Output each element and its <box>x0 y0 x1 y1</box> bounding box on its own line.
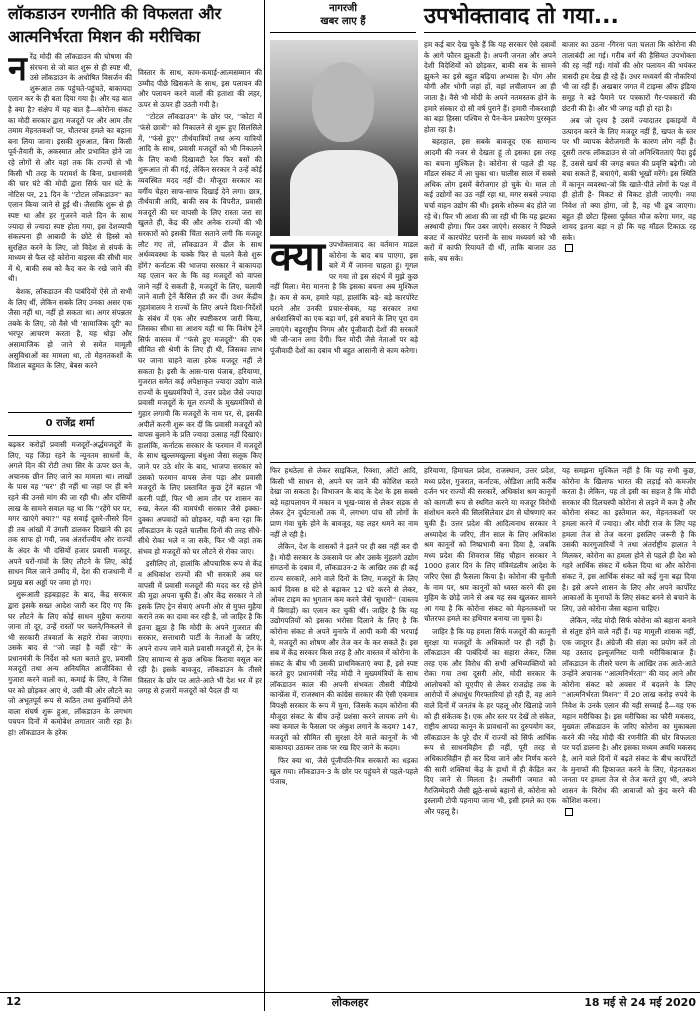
end-mark <box>565 244 573 252</box>
col5-body <box>562 40 696 460</box>
col3-body <box>270 240 418 460</box>
col3b-body <box>270 466 418 988</box>
col3-text: उपभोक्तावाद का वर्तमान माडल कोरोना के बाद बच पाएगा, इस बारे में मैं जानना चाहता हूं। गूगल पर गया तो इस संदर्भ में मुझे कुछ नहीं मिला। मेरा मानना है कि इसका बचना अब मुश्किल है। कम से कम, हमारे यहां, हालांकि बड़े- बड़े कारपोरेट घराने और उनकी प्रचार-सेवक, यह सरकार तथा अर्थशास्त्रियों का एक बड़ा वर्ग, इसे बचाने के लिए पूरा दम लगाएंगे। बहुराष्ट्रीय निगम और पूंजीवादी देशों की सरकारें भी जी-जान लगा देंगी। फिर मोदी जैसे नेताओं पर बड़े पूंजीवादी देशों का दबाव भी बहुत आसानी से काम करेगा। <box>270 240 418 355</box>
col1-text: रेंद्र मोदी की लॉकडाउन की घोषणा की संरचना से जो बात शुरू से ही स्पष्ट थी, उसे लॉकडाउन के अधोषित विसर्जन की शुरूआत तक पहुंचते-पहुंचते, बाकायदा एलान कर के ही बता दिया गया है। और यह बात है क्या है? संक्षेप में यह बात है—कोरोना संकट का मोदी सरकार द्वारा मजदूरों पर और आम तौर तमाम मेहनतकशों पर, चौतरफा हमले का बहाना बना लिया जाना। इसकी शुरुआत, बिना किसी पूर्व-तैयारी के, अकस्मात और प्रभावित होने जा रहे लोगों से और यहां तक कि राज्यों से भी किसी भी तरह के परामर्श के बिना, प्रधानमंत्री की चार घंटे की मोदी द्वारा सिर्फ चार घंटे के नोटिस पर, 21 दिन के ''टोटल लॉकडाउन'' का एलान किया जाने से हुई थी। जैसाकि शुरू से ही स्पष्ट था और हर गुजरने वाले दिन के साथ ज्यादा से ज्यादा स्पष्ट होता गया, इस देशव्यापी संकल्पना ही आबादी के छोटे से हिस्से को सुरक्षित करने के लिए, जो विदेश से संपर्क के माध्यम से फैल रहे कोरोना वाइरस की सीधी मार में थे, बाकी सब को कैद कर के रखे जाने की थी। <box>8 52 132 284</box>
byline: 0 राजेंद्र शर्मा <box>8 412 132 436</box>
right-article-headline: उपभोक्तावाद तो गया... <box>424 2 696 33</box>
col4-text: हम कई बार देख चुके हैं कि यह सरकार ऐसे दबावों के आगे फौरन झुकती है। अपनी जनता और अपने देशी विदेशियों को छोड़कर, बाकी सब के सामने झुकने का इसे बहुत बढ़िया अभ्यास है। योग और योगी और भोगी जहां हों, वहां लचीलापन आ ही जाता है। वैसे भी मोदी के अपने नतमस्तक होने के हमारे संस्कार दो सौ वर्ष पुराने हैं। हमारी नौकरशाही का बड़ा हिस्सा पश्चिम से पैन-केन प्रकारेण पुरस्कृत होता रहा है। <box>424 40 556 134</box>
photo-shirt <box>290 150 398 236</box>
col1b-text: बढ़कर करोड़ों प्रवासी मजदूरों-अर्द्धमजदूरों के लिए, यह जिंदा रहने के न्यूनतम साधनों के, अगले दिन की रोटी तथा सिर के ऊपर छत के, अचानक छीन लिए जाने का मामला था। लाखों के पास वह ''घर'' ही नहीं था जहां पर ही बने रहने की उनसे मांग की जा रही थी। और दसियों लाख के सामने सवाल यह था कि ''रहेंगे घर पर, मगर खाएंगे क्या?'' यह सवाई दूसरे-तीसरे दिन ही तब आंखों में उंगली डालकर दिखाने की हद तक साफ हो गयी, जब अंतर्राज्यीय और राज्यों के अंदर के भी दसियों हजार प्रवासी मजदूर, अपने घरों-गांवों के लिए लौटने के लिए, कोई साधन मिल जाने उम्मीद में, देश की राजधानी में प्रमुख बस अड्डों पर जमा हो गए। <box>8 440 132 587</box>
col3b-text3: फिर क्या था, जैसे पूंजीपति-मित्र सरकारों का धड़का खुल गया। लॉकडाउन-3 के छोर पर पहुंचने से पहले-पहले पंजाब, <box>270 756 418 787</box>
col1b-body <box>8 440 132 988</box>
col4b-text: हरियाणा, हिमाचल प्रदेश, राजस्थान, उत्तर प्रदेश, मध्य प्रदेश, गुजरात, कर्नाटक, ओडिशा आदि कर्रीब दर्जन भर राज्यों की सरकारें, अधिकांश श्रम कानूनों को कागजी रूप से स्थगित करने या मजदूर विरोधी संशोधन करने की सिलसिलेवार ढंग से घोषणाएं कर चुकी हैं। उत्तर प्रदेश की आदित्यनाथ सरकार ने अध्यादेश के जरिए, तीन साल के लिए अधिकांश श्रम कानूनों को निष्प्रभावी बना दिया है, जबकि मध्य प्रदेश की शिवराज सिंह चौहान सरकार ने 1000 हजार दिन के लिए मंत्रिमंडलीय आदेश के जरिए ऐसा ही फैसला किया है। कोरोना की चुनौती के नाम पर, श्रम कानूनों को ध्वस्त करने की इस मुहिम के छोड़े जाने से अब यह सब खुलकर सामने आ गया है कि कोरोना संकट को मेहनतकशों पर चौतरफा हमले का हथियार बनाया जा चुका है। <box>424 466 556 624</box>
col1-text2: बेशक, लॉकडाउन की पाबंदियों ऐसे तो सभी के लिए थीं, लेकिन सबके लिए उनका असर एक जैसा नहीं था, नहीं हो सकता था। अगर संपन्नतर तबके के लिए, जो वैसे भी 'सामाजिक दूरी' का भरपूर आचरण करता है, यह थोड़ा और असामाजिक हो जाने से समेत मामूली असुविधाओं का मामला था, तो मेहनतकशों के विशाल बहुमत के लिए, बेबस करने <box>8 287 132 371</box>
section-divider <box>270 462 696 463</box>
col5b-text2: लेकिन, नरेंद्र मोदी सिर्फ कोरोना को बहाना बनाने से संतुष्ट होने वाले नहीं हैं। यह मामूली शासक नहीं, एक जादूगर हैं। अंग्रेजी की संज्ञा का प्रयोग करें तो यह उस्ताद इल्यूजनिस्ट यानी मरीचिकाबाज हैं। लॉकडाउन के तीसरे चरण के आखिर तक आते-आते उन्होंने अचानक ''आत्मनिर्भरता'' की याद आने और कोरोना संकट को अवसर में बदलने के लिए ''आत्मनिर्भरता मिशन'' में 20 लाख करोड़ रुपये के निवेश के उनके एलान की यही सच्चाई है—यह एक महान मरीचिका है। इस मरीचिका का फौरी मकसद, मुख्यतः लॉकडाउन के जरिए कोरोना का मुकाबला करने की नरेंद्र मोदी की रणनीति की घोर विफलता पर पर्दा डालना है। और इसका मध्यम अवधि मकसद है, आने वाले दिनों में बढ़ते संकट के बीच कार्पोरेटों के मुनाफों की हिफाजत करने के लिए, मेहनतकश जनता पर हमला तेज से तेज करते हुए भी, अपने शासन के विरोध की आवाजों को कुंद करने की कोशिश करना। <box>562 616 696 806</box>
end-mark-2 <box>565 808 573 816</box>
page-number: 12 <box>6 995 22 1008</box>
kicker-subtitle: खबर लाए हैं <box>320 16 366 27</box>
column-kicker <box>270 2 416 33</box>
col5-text: बाजार का उठना -गिरना पता चलता कि कोरोना की तालाबंदी आ गई। गरीब वर्ग की हैसियत उपभोक्ता की रह नहीं गई। गांवों की ओर पलायन की भयंकर त्रासदी हम देख ही रहे हैं। उधर मध्यवर्ग की नौकरियां भी जा रही हैं। अखबार जगत में टाइम्स ऑफ इंडिया समूह ने बड़े पैमाने पर पत्रकारों गैर-पत्रकारों की छंटनी की है। और भी जगह यही हो रहा है। <box>562 40 696 113</box>
col2-body <box>138 68 262 988</box>
col3b-text: फिर हथठेला से लेकर साइकिल, रिक्शा, ऑटो आदि, किसी भी साधन से, अपने घर जाने की कोशिश करते देखा जा सकता है। विभाजन के बाद के देश के इस सबसे बड़े महापलायन में मकान व भूख-प्यास से लेकर सड़क से लेकर ट्रेन दुर्घटनाओं तक में, लगभग पांच सौ लोगों के प्राण गंवा चुके होने के बावजूद, यह लहर थमने का नाम नहीं ले रही है। <box>270 466 418 539</box>
col4-text2: बहरहाल, इस सबके बावजूद एक सामान्य आदमी की नजर से देखता हूं तो इसका इस तरह का बचना मुश्किल है। कोरोना से पहले ही यह मॉडल संकट में आ चुका था। चालीस साल में सबसे अधिक लोग इसमें बेरोजगार हो चुके थे। माल तो कई उद्योगों का उठ नहीं रहा था, मगर सबसे ज्यादा चर्चा वाहन उद्योग की थी। इसके शोरूम बंद होते जा रहे थे। फिर भी आशा की जा रही थी कि यह झटका अस्थायी होगा। फिर उबर जाएंगे। सरकार ने पिछले बजट में कारपोरेट घरानों के साथ मध्यवर्ग को भी करों में काफी रियायतें दी थीं, ताकि बाजार उठ सके, बच सके। <box>424 137 556 263</box>
kicker-author: नागरजी <box>329 3 357 14</box>
column-divider <box>264 0 265 1011</box>
col5b-text: यह समझना मुश्किल नहीं है कि यह सभी कुछ, कोरोना के खिलाफ भारत की लड़ाई को कमजोर करता है। लेकिन, यह तो इसी का सहज है कि मोदी सरकार की दिलचस्पी कोरोना से लड़ने में कम है और कोरोना संकट का इस्तेमाल कर, मेहनतकशों पर हमला करने में ज्यादा। और मोदी राज के लिए यह हमला तेज से तेज करना इसलिए जरूरी है कि उसकी कारगुजारियों ने तथा अंतर्राष्ट्रीय हालात ने मिलकर, कोरोना का हमला होने से पहले ही देश को गहरे आर्थिक संकट में धकेल दिया था और कोरोना संकट ने, इस आर्थिक संकट को कई गुना बढ़ा दिया है। इसे अपने शासन के लिए और अपने कार्पोरेट आकाओं के मुनाफों के लिए संकट बनने से बचाने के लिए, उसे कोरोना जैसा बहाना चाहिए। <box>562 466 696 613</box>
left-article-headline: लॉकडाउन रणनीति की विफलता और आत्मनिर्भरता मिशन की मरीचिका <box>8 4 222 46</box>
dropcap: न <box>8 52 27 89</box>
col3b-text2: लेकिन, देश के शासकों ने इतने पर ही बस नहीं कर दी है। मोदी सरकार के उकसावे पर और उसके मुंहलगे उद्योग संगठनों के दबाव में, लॉकडाउन-2 के आखिर तक ही कई राज्य सरकारें, आने वाले दिनों के लिए, मजदूरों के लिए कार्य दिवस 8 घंटे से बढ़ाकर 12 घंटे करने से लेकर, ओवर टाइम का भुगतान कम करने जैसे 'सुधारों'' (वास्तव में बिगाड़ों) का एलान कर चुकी थीं। जाहिर है कि यह उद्योगपतियों को इसका भरोसा दिलाने के लिए है कि कोरोना संकट से अपने मुनाफे में आयी कमी की भरपाई वे, मजदूरों का शोषण और तेज कर के कर सकते हैं। इस सब में केंद्र सरकार किस तरह है और वास्तव में कोरोना के संकट के बीच भी उसकी प्राथमिकताएं क्या हैं, इसे स्पष्ट करते हुए प्रधानमंत्री नरेंद्र मोदी ने मुख्यमंत्रियों के साथ लॉकडाउन काल की अपनी संभवतः तीसरी वीडियो कान्फ्रेंस में, राजस्थान की कांग्रेस सरकार की ऐसी एकमात्र विपक्षी सरकार के रूप में चुना, जिसके कदम कोरोना की मौजूदा संकट के बीच उन्हें प्रशंसा करने लायक लगे थे। क्या कमाल के फैसला पर अंकुश लगाने के कदम? 147, मजदूरों को सीमित सी सुरक्षा देने वाले कानूनों के भी बाकायदा उठाकर ताक पर रख दिए जाने के कदम। <box>270 542 418 753</box>
col2-text2: ''टोटल लॉकडाउन'' के छोर पर, ''कोटा में 'फंसे छात्रों'' को निकालने से शुरू हुए सिलसिले में, ''फंसे हुए'' तीर्थयात्रियों तथा अन्य यात्रियों आदि के साथ, प्रवासी मजदूरों को भी निकालने के लिए कभी दिखावटी रेल फिर बसों की शुरूआत तो की गई, लेकिन सरकार ने उन्हें कोई व्यवस्थित मदद नहीं दी। मौजूदा सरकार का वर्गीय चेहरा साफ-साफ दिखाई देने लगा। छात्र, तीर्थयात्री आदि, बाकी सब के विपरीत, प्रवासी मजदूरों की घर वापसी के लिए रास्ता जरा सा खुलते ही, केंद्र की और अनेक राज्यों की भी सरकारों को इसकी चिंता सताने लगी कि मजदूर लौट गए तो, लॉकडाउन में ढील के साथ अर्थव्यवस्था के चक्के फिर से चलने कैसे शुरू होंगे? कर्नाटक की भाजपा सरकार ने बाकायदा यह एलान कर के कि वह मजदूरों को वापस जाने नहीं दे सकती है, मजदूरों के लिए, चलायी जाने वाली ट्रेनें कैंसिल ही कर दीं। उधर केंद्रीय गृहमंत्रालय ने राज्यों के लिए अपने दिशा-निर्देशों के संबंध में एक और स्पष्टीकरण जारी किया, जिसका सीधा सा आशय यही था कि विशेष ट्रेनें सिर्फ वास्तव में ''फंसे हुए मजदूरों'' की एक सीमित सी श्रेणी के लिए ही थी, जिसका लाभ घर जाना चाहने वाला हरेक मजदूर नहीं ले सकता है। इसी के आस-पास पंजाब, हरियाणा, गुजरात समेत कई अपेक्षाकृत ज्यादा उद्योग वाले राज्यों के मुख्यमंत्रियों ने, उत्तर प्रदेश जैसे ज्यादा प्रवासी मजदूरों के मूल राज्यों के मुख्यमंत्रियों से गुहार लगायी कि मजदूरों के नाम पर, से, इसकी अपीलें करनी शुरू कर दीं कि प्रवासी मजदूरों को वापस बुलाने के प्रति ज्यादा उत्साह नहीं दिखाएं। हालांकि, कर्नाटक सरकार के फरमान में मजदूरों के साथ खुल्लमखुल्ला बंधुआ जैसा सलूक किए जाने पर उठे शोर के बाद, भाजपा सरकार को उसको फरमान वापस लेना पड़ा और प्रवासी मजदूरों के लिए प्रस्तावित कुछ ट्रेनें बहाल भी करनी पड़ीं, फिर भी आम तौर पर शासन का रुख, केरल की वामपंथी सरकार जैसे इक्का-दुक्का अपवादों को छोड़कर, यही बना रहा कि लॉकडाउन के पहले चालीस दिनों की तरह सीधे-सीधे रोका भले न जा सके, फिर भी जहां तक संभव हो मजदूरों को घर लौटने से रोका जाए। <box>138 112 262 556</box>
col4b-body <box>424 466 556 988</box>
issue-date: 18 मई से 24 मई 2020 <box>584 996 696 1009</box>
footer-rule <box>0 992 700 993</box>
publication-name: लोकलहर <box>331 996 369 1009</box>
dropcap-kya: क्या <box>270 240 325 280</box>
author-photo <box>270 40 418 236</box>
photo-face <box>312 62 374 142</box>
col5b-body <box>562 466 696 988</box>
col2-text3: इसीलिए तो, हालांकि औपचारिक रूप से केंद्र व अधिकांश राज्यों की भी सरकारें अब घर वापसी में प्रवासी मजदूरों की मदद कर रहे होने की मुद्रा अपना चुकी हैं। और केंद्र सरकार ने तो इसके लिए ट्रेन सेवाएं अपनी ओर से मुफ्त मुहैया कराने तक का दावा कर रही है, जो जाहिर है कि इतना झूठा है कि मोदी के अपने गुजरात की सरकार, सत्ताधारी पार्टी के नेताओं के जरिए, अपने राज्य जाने वाले प्रवासी मजदूरों से, ट्रेन के लिए सामान्य से कुछ अधिक किराया वसूल कर रही है। इसके बावजूद, लॉकडाउन के तीसरे विस्तार के छोर पर आते-आते भी देश भर में हर जगह से हजारों मजदूरों को पैदल ही या <box>138 559 262 696</box>
col1b-text2: शुरूआती हड़बड़ाहट के बाद, केंद्र सरकार द्वारा इसके सख्त आदेश जारी कर दिए गए कि घर लौटने के लिए कोई साधन मुहैया कराया जाना तो दूर, उन्हें रास्तों पर चलने/निकलने से भी सरकारी तंत्रवार्ता के सहारे रोका जाएगा। उसके बाद से ''जो जहां है वहीं रहे'' के प्रधानमंत्री के निर्देश को थता बताते हुए, प्रवासी मजदूरों तथा अन्य अनियमित आजीविका से गुजारा करने वालों का, कमाई के लिए, वे जिस घर को छोड़कर आए थे, उसी की ओर लौटने का जो अभूतपूर्व रूप से कठिन तथा कुर्बानियों लेने वाला संघर्ष शुरू हुआ, लॉकडाउन के लगभग पचपन दिनों में कमोबेश लगातार जारी रहा है। हां! लॉकडाउन के हरेक <box>8 590 132 738</box>
col5-text2: अब जो दृश्य है उसमें ज्यादातर इकाइयों में उत्पादन करने के लिए मजदूर नहीं हैं, खपत के स्तर पर भी व्यापक बेरोजगारी के कारण लोग नहीं हैं। दूसरी तरफ लॉकडाउन से जो अनिश्चितताएं पैदा हुई हैं, उससे खर्च की जगह बचत की प्रवृत्ति बढ़ेगी। जो बचा सकते हैं, बचाएंगे, बाकी भूखों मरेंगे। इस स्थिति में कानून व्यवस्था-जो कि खाते-पीते लोगों के पक्ष में ही होती है- विकट से विकट होती जाएगी। नया निवेश तो क्या होगा, जो है, वह भी डूब जाएगा। बहुत ही छोटा हिस्सा पूर्ववत मौज करेगा मगर, वह शायद इतना बड़ा न हो कि यह मॉडल टिकाऊ रह सके। <box>562 116 696 242</box>
col4b-text2: जाहिर है कि यह हमला सिर्फ मजदूरों की कानूनी सुरक्षा या मजदूरों के अधिकारों पर ही नहीं है। लॉकडाउन की पाबंदियों का सहारा लेकर, जिस तरह एक और विरोध की सभी अभिव्यक्तियों को रोका गया तथा दूसरी ओर, मोदी सरकार के आलोचकों को यूएपीए से लेकर राजद्रोह तक के आरोपों में अंधाधुंध गिरफ्तारियां हो रही हैं, वह आने वाले दिनों में जनतंत्र के हर पहलू और खिलाड़े जाने को ही संकेतक है। एक और स्तर पर देखें तो संकेत, राष्ट्रीय आपदा कानून के प्रावधानों का दुरुपयोग कर, लॉकडाउन के पूरे दौर में राज्यों को सिर्फ आर्थिक रूप से साधनविहीन ही नहीं, पूरी तरह से अधिकारविहीन ही कर दिया जाने और निर्णय करने की सारी शक्तियां केंद्र के हाथों में ही केंद्रित कर दिए जाने से मिलता है। तब्लीगी जमात को गैरजिम्मेदारी जैसी झूठे-सच्चे बहानों से, कोरोना को इस्लामी टोपी पहनाया जाना भी, इसी हमले का एक और पहलू है। <box>424 626 556 816</box>
col4-body <box>424 40 556 460</box>
col2-text: विस्तार के साथ, काम-कमाई-आत्मसम्मान की उम्मीद पीछे खिसकने के साथ, इस पलायन की और पलायन करने वालों की हताशा की लहर, ऊपर से ऊपर ही उठती गयी है। <box>138 68 262 109</box>
col1-body <box>8 52 132 410</box>
